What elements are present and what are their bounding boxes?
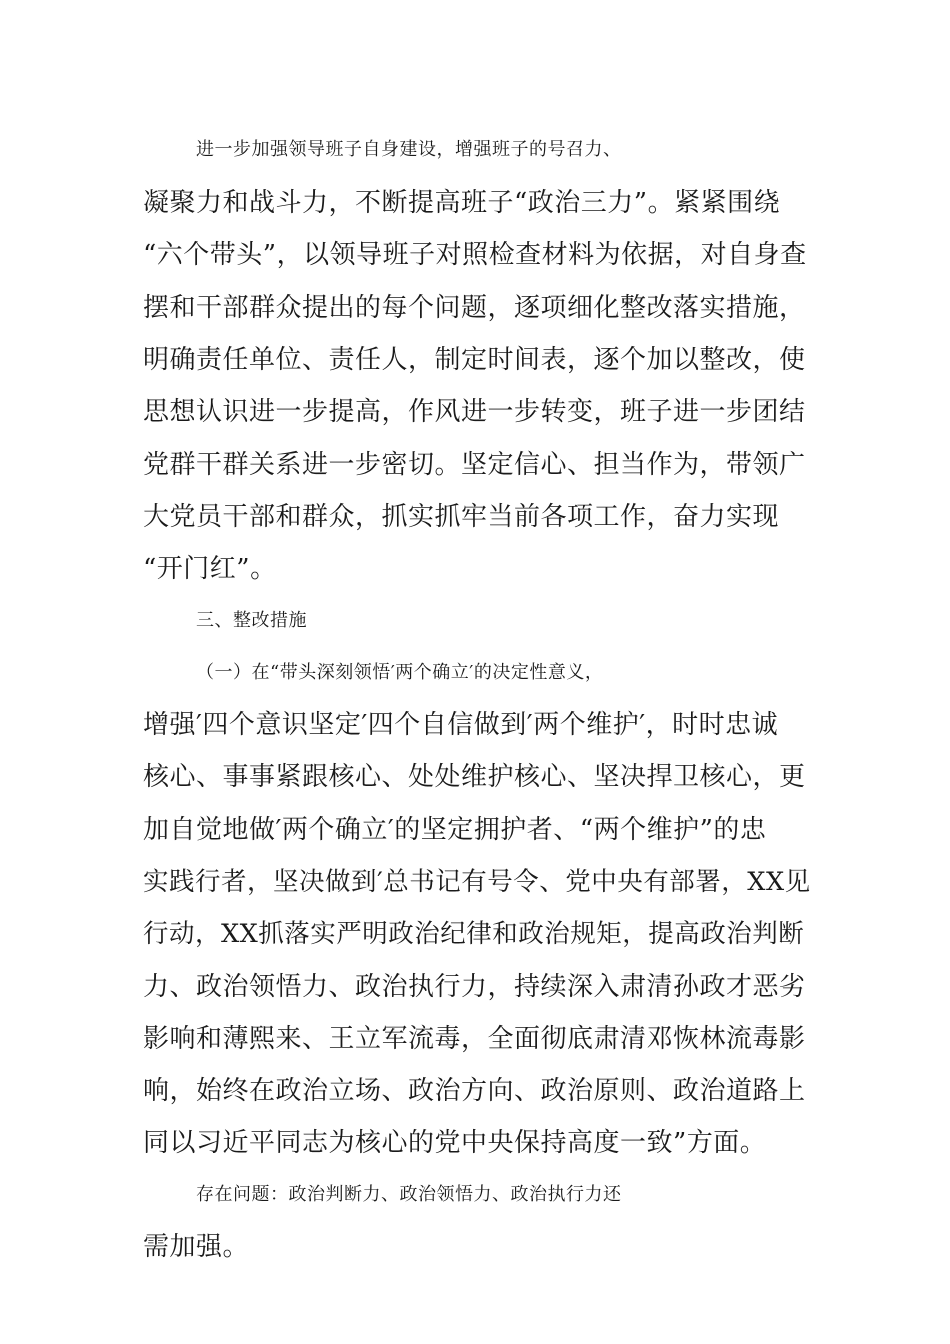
paragraph-1-line-3: “六个带头”，以领导班子对照检查材料为依据，对自身查 — [143, 240, 807, 270]
paragraph-1-line-1: 进一步加强领导班子自身建设，增强班子的号召力、 — [196, 139, 622, 160]
paragraph-2-line-10: 同以习近平同志为核心的党中央保持高度一致”方面。 — [143, 1128, 767, 1158]
paragraph-3-line-2: 需加强。 — [143, 1232, 250, 1262]
paragraph-1-line-9: “开门红”。 — [143, 554, 277, 584]
paragraph-1-line-6: 思想认识进一步提高，作风进一步转变，班子进一步团结 — [143, 397, 806, 427]
paragraph-2-line-6: 行动，XX抓落实严明政治纪律和政治规矩，提高政治判断 — [143, 919, 805, 949]
paragraph-1-line-8: 大党员干部和群众，抓实抓牢当前各项工作，奋力实现 — [143, 502, 780, 532]
paragraph-3-line-1: 存在问题：政治判断力、政治领悟力、政治执行力还 — [196, 1184, 622, 1205]
paragraph-2-line-3: 核心、事事紧跟核心、处处维护核心、坚决捍卫核心，更 — [143, 762, 806, 792]
paragraph-1-line-2: 凝聚力和战斗力，不断提高班子“政治三力”。紧紧围绕 — [143, 188, 781, 218]
paragraph-2-line-2: 增强′四个意识坚定′四个自信做到′两个维护′，时时忠诚 — [143, 710, 779, 740]
paragraph-1-line-4: 摆和干部群众提出的每个问题，逐项细化整改落实措施， — [143, 293, 806, 323]
paragraph-2-line-9: 响，始终在政治立场、政治方向、政治原则、政治道路上 — [143, 1076, 806, 1106]
paragraph-1-line-7: 党群干群关系进一步密切。坚定信心、担当作为，带领广 — [143, 450, 806, 480]
section-heading: 三、整改措施 — [196, 610, 307, 631]
paragraph-1-line-5: 明确责任单位、责任人，制定时间表，逐个加以整改，使 — [143, 345, 806, 375]
paragraph-2-line-4: 加自觉地做′两个确立′的坚定拥护者、“两个维护”的忠 — [143, 815, 767, 845]
paragraph-2-line-8: 影响和薄熙来、王立军流毒，全面彻底肃清邓恢林流毒影 — [143, 1024, 806, 1054]
paragraph-2-line-1: （一）在“带头深刻领悟′两个确立′的决定性意义， — [196, 662, 604, 683]
paragraph-2-line-5: 实践行者，坚决做到′总书记有号令、党中央有部署，XX见 — [143, 867, 811, 897]
paragraph-2-line-7: 力、政治领悟力、政治执行力，持续深入肃清孙政才恶劣 — [143, 972, 806, 1002]
